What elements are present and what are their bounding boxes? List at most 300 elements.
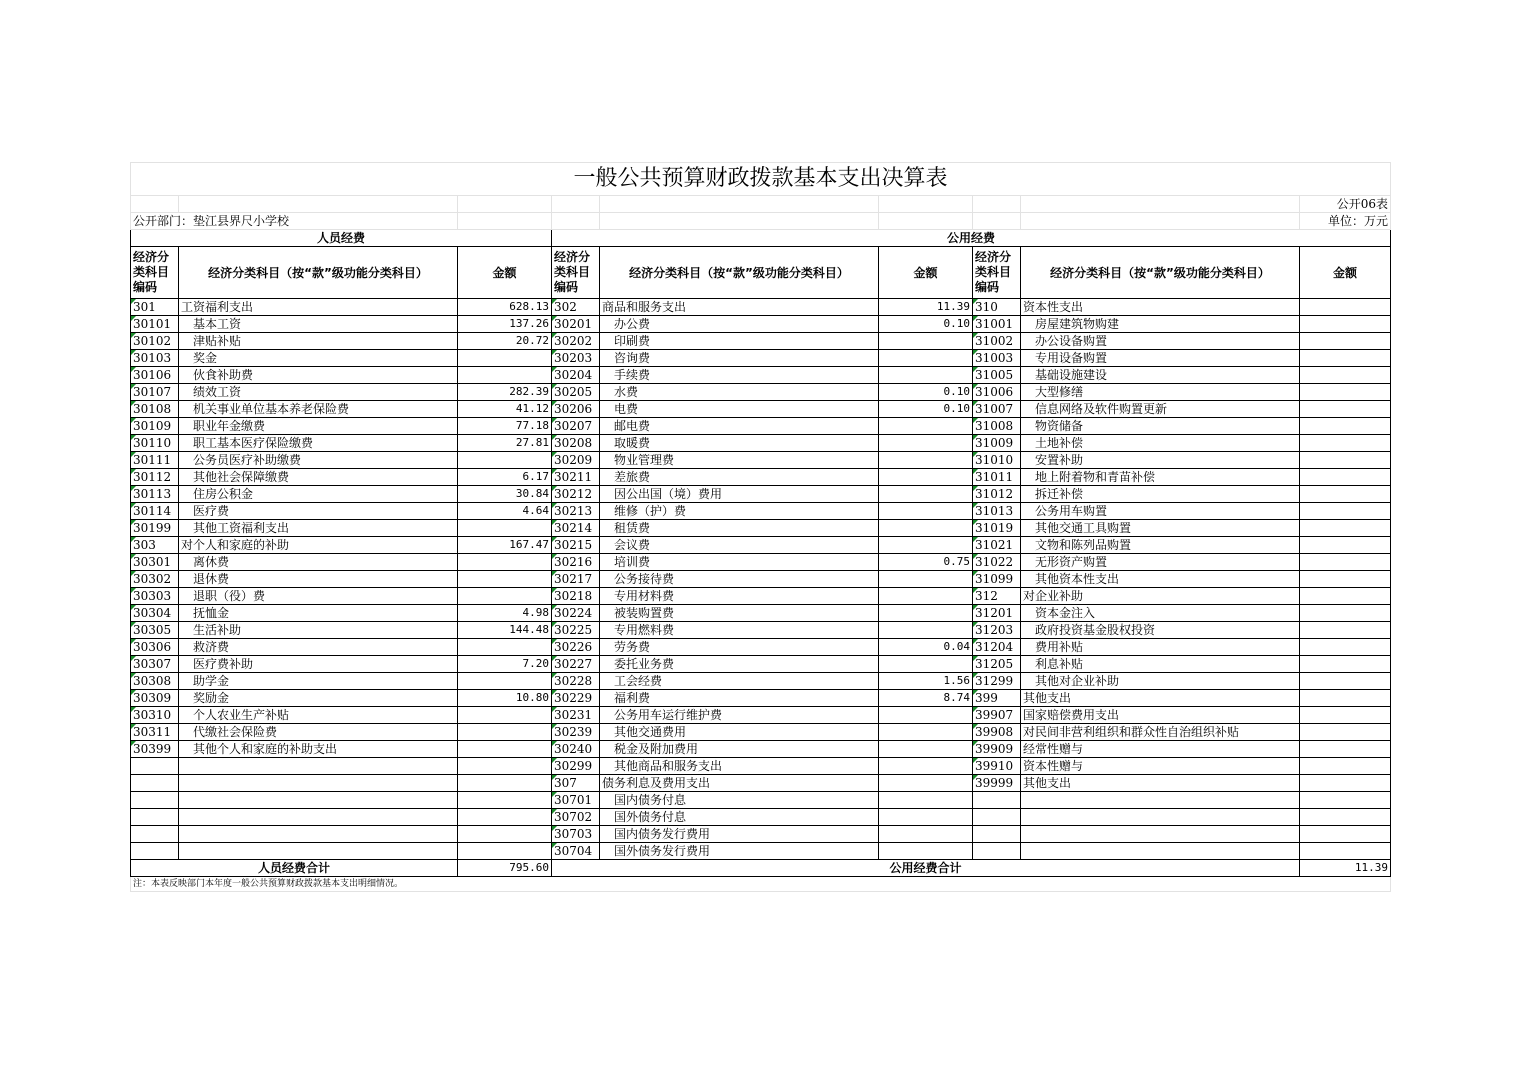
table-row bbox=[131, 724, 1391, 741]
item-name: 专用设备购置 bbox=[1021, 350, 1300, 367]
personnel-total-value: 795.60 bbox=[458, 860, 552, 877]
table-number: 公开06表 bbox=[1300, 196, 1391, 213]
table-row bbox=[131, 537, 1391, 554]
item-code: 31011 bbox=[973, 469, 1021, 486]
item-amount bbox=[458, 792, 552, 809]
item-code: 30310 bbox=[131, 707, 179, 724]
item-name: 其他社会保障缴费 bbox=[179, 469, 458, 486]
item-code: 31001 bbox=[973, 316, 1021, 333]
item-amount bbox=[1300, 486, 1391, 503]
item-name: 维修（护）费 bbox=[600, 503, 879, 520]
item-name bbox=[179, 792, 458, 809]
item-amount bbox=[1300, 724, 1391, 741]
item-name: 咨询费 bbox=[600, 350, 879, 367]
item-name: 退休费 bbox=[179, 571, 458, 588]
item-name bbox=[179, 809, 458, 826]
item-code: 30309 bbox=[131, 690, 179, 707]
table-row bbox=[131, 775, 1391, 792]
item-amount: 77.18 bbox=[458, 418, 552, 435]
item-amount bbox=[879, 333, 973, 350]
table-row bbox=[131, 299, 1391, 316]
item-amount bbox=[879, 622, 973, 639]
item-name: 助学金 bbox=[179, 673, 458, 690]
item-amount bbox=[879, 418, 973, 435]
item-amount: 4.98 bbox=[458, 605, 552, 622]
item-code bbox=[973, 809, 1021, 826]
budget-sheet bbox=[130, 162, 1390, 892]
item-amount bbox=[879, 758, 973, 775]
item-code: 30216 bbox=[552, 554, 600, 571]
item-code: 31002 bbox=[973, 333, 1021, 350]
item-amount: 8.74 bbox=[879, 690, 973, 707]
item-amount bbox=[1300, 588, 1391, 605]
item-code: 31006 bbox=[973, 384, 1021, 401]
item-amount bbox=[1300, 435, 1391, 452]
item-amount bbox=[879, 350, 973, 367]
item-amount: 282.39 bbox=[458, 384, 552, 401]
item-code: 30208 bbox=[552, 435, 600, 452]
item-amount bbox=[879, 792, 973, 809]
item-name: 医疗费 bbox=[179, 503, 458, 520]
item-code: 30228 bbox=[552, 673, 600, 690]
item-name: 水费 bbox=[600, 384, 879, 401]
item-amount bbox=[879, 656, 973, 673]
item-amount bbox=[1300, 758, 1391, 775]
table-row bbox=[131, 792, 1391, 809]
item-name: 其他对企业补助 bbox=[1021, 673, 1300, 690]
item-code: 302 bbox=[552, 299, 600, 316]
item-amount bbox=[1300, 401, 1391, 418]
item-amount bbox=[879, 741, 973, 758]
item-code: 31205 bbox=[973, 656, 1021, 673]
item-amount bbox=[1300, 367, 1391, 384]
item-name: 文物和陈列品购置 bbox=[1021, 537, 1300, 554]
item-name: 职业年金缴费 bbox=[179, 418, 458, 435]
item-amount: 167.47 bbox=[458, 537, 552, 554]
item-code bbox=[973, 826, 1021, 843]
item-name: 抚恤金 bbox=[179, 605, 458, 622]
item-code: 303 bbox=[131, 537, 179, 554]
item-code: 30212 bbox=[552, 486, 600, 503]
item-code: 30113 bbox=[131, 486, 179, 503]
item-amount: 144.48 bbox=[458, 622, 552, 639]
item-amount bbox=[1300, 520, 1391, 537]
item-name: 资本性支出 bbox=[1021, 299, 1300, 316]
item-name: 奖金 bbox=[179, 350, 458, 367]
item-amount: 27.81 bbox=[458, 435, 552, 452]
unit-label: 单位：万元 bbox=[1300, 213, 1391, 230]
item-code: 30224 bbox=[552, 605, 600, 622]
item-name: 资本金注入 bbox=[1021, 605, 1300, 622]
table-row bbox=[131, 707, 1391, 724]
item-code: 301 bbox=[131, 299, 179, 316]
item-amount bbox=[1300, 299, 1391, 316]
item-code: 31099 bbox=[973, 571, 1021, 588]
personnel-group-header: 人员经费 bbox=[131, 230, 552, 247]
item-name bbox=[1021, 826, 1300, 843]
table-row bbox=[131, 333, 1391, 350]
item-amount bbox=[1300, 843, 1391, 860]
item-code: 307 bbox=[552, 775, 600, 792]
item-amount: 6.17 bbox=[458, 469, 552, 486]
item-code: 399 bbox=[973, 690, 1021, 707]
col-header-amount: 金额 bbox=[458, 247, 552, 299]
item-code: 30299 bbox=[552, 758, 600, 775]
item-amount bbox=[879, 775, 973, 792]
item-name: 被装购置费 bbox=[600, 605, 879, 622]
item-name: 培训费 bbox=[600, 554, 879, 571]
item-code: 30101 bbox=[131, 316, 179, 333]
item-amount bbox=[1300, 656, 1391, 673]
item-code: 30108 bbox=[131, 401, 179, 418]
item-name: 绩效工资 bbox=[179, 384, 458, 401]
item-amount bbox=[879, 809, 973, 826]
item-amount bbox=[458, 843, 552, 860]
item-amount: 41.12 bbox=[458, 401, 552, 418]
item-name: 专用燃料费 bbox=[600, 622, 879, 639]
item-amount bbox=[879, 452, 973, 469]
item-amount bbox=[879, 826, 973, 843]
item-amount bbox=[458, 367, 552, 384]
item-name: 物资储备 bbox=[1021, 418, 1300, 435]
item-amount bbox=[1300, 826, 1391, 843]
page-title: 一般公共预算财政拨款基本支出决算表 bbox=[131, 163, 1391, 196]
item-name bbox=[179, 843, 458, 860]
item-amount bbox=[1300, 707, 1391, 724]
item-amount: 1.56 bbox=[879, 673, 973, 690]
item-name: 基本工资 bbox=[179, 316, 458, 333]
item-name: 国内债务付息 bbox=[600, 792, 879, 809]
item-name: 办公费 bbox=[600, 316, 879, 333]
item-name: 委托业务费 bbox=[600, 656, 879, 673]
item-name: 国外债务付息 bbox=[600, 809, 879, 826]
item-code: 31009 bbox=[973, 435, 1021, 452]
item-name bbox=[179, 775, 458, 792]
item-code: 30205 bbox=[552, 384, 600, 401]
item-code: 30231 bbox=[552, 707, 600, 724]
item-amount bbox=[1300, 809, 1391, 826]
item-name: 公务员医疗补助缴费 bbox=[179, 452, 458, 469]
item-amount bbox=[1300, 639, 1391, 656]
item-amount bbox=[1300, 537, 1391, 554]
item-code: 30211 bbox=[552, 469, 600, 486]
item-amount bbox=[1300, 350, 1391, 367]
table-row bbox=[131, 843, 1391, 860]
item-name: 安置补助 bbox=[1021, 452, 1300, 469]
item-amount: 7.20 bbox=[458, 656, 552, 673]
item-amount bbox=[879, 435, 973, 452]
item-name: 其他支出 bbox=[1021, 775, 1300, 792]
item-code: 30112 bbox=[131, 469, 179, 486]
item-amount bbox=[1300, 690, 1391, 707]
item-code: 30214 bbox=[552, 520, 600, 537]
item-name: 费用补贴 bbox=[1021, 639, 1300, 656]
item-name bbox=[1021, 843, 1300, 860]
item-amount bbox=[879, 503, 973, 520]
item-code: 31022 bbox=[973, 554, 1021, 571]
col-header-name: 经济分类科目（按“款”级功能分类科目） bbox=[1021, 247, 1300, 299]
item-amount: 10.80 bbox=[458, 690, 552, 707]
item-name: 福利费 bbox=[600, 690, 879, 707]
item-code: 30201 bbox=[552, 316, 600, 333]
item-name: 工会经费 bbox=[600, 673, 879, 690]
item-code: 31008 bbox=[973, 418, 1021, 435]
item-amount bbox=[1300, 503, 1391, 520]
item-code: 39909 bbox=[973, 741, 1021, 758]
item-code: 30109 bbox=[131, 418, 179, 435]
col-header-amount: 金额 bbox=[879, 247, 973, 299]
item-amount bbox=[458, 588, 552, 605]
item-code: 31003 bbox=[973, 350, 1021, 367]
table-row bbox=[131, 418, 1391, 435]
item-amount bbox=[458, 826, 552, 843]
item-code: 30114 bbox=[131, 503, 179, 520]
table-row bbox=[131, 469, 1391, 486]
table-row bbox=[131, 316, 1391, 333]
item-name: 物业管理费 bbox=[600, 452, 879, 469]
item-name: 税金及附加费用 bbox=[600, 741, 879, 758]
item-amount: 628.13 bbox=[458, 299, 552, 316]
table-row bbox=[131, 486, 1391, 503]
item-code: 39910 bbox=[973, 758, 1021, 775]
item-name bbox=[179, 758, 458, 775]
public-total-value: 11.39 bbox=[1300, 860, 1391, 877]
item-amount bbox=[1300, 775, 1391, 792]
item-name: 劳务费 bbox=[600, 639, 879, 656]
item-name: 退职（役）费 bbox=[179, 588, 458, 605]
item-name: 土地补偿 bbox=[1021, 435, 1300, 452]
item-amount bbox=[1300, 792, 1391, 809]
item-code: 30218 bbox=[552, 588, 600, 605]
item-code bbox=[131, 826, 179, 843]
table-row bbox=[131, 367, 1391, 384]
item-name: 电费 bbox=[600, 401, 879, 418]
item-code: 30107 bbox=[131, 384, 179, 401]
item-amount bbox=[458, 350, 552, 367]
item-code: 30209 bbox=[552, 452, 600, 469]
item-name: 机关事业单位基本养老保险费 bbox=[179, 401, 458, 418]
item-name: 其他交通工具购置 bbox=[1021, 520, 1300, 537]
item-name: 住房公积金 bbox=[179, 486, 458, 503]
col-header-code: 经济分类科目编码 bbox=[131, 247, 179, 299]
item-code: 30304 bbox=[131, 605, 179, 622]
item-amount: 137.26 bbox=[458, 316, 552, 333]
item-code: 30302 bbox=[131, 571, 179, 588]
item-amount: 4.64 bbox=[458, 503, 552, 520]
item-code: 30227 bbox=[552, 656, 600, 673]
item-name: 手续费 bbox=[600, 367, 879, 384]
item-amount: 20.72 bbox=[458, 333, 552, 350]
item-code bbox=[973, 843, 1021, 860]
item-code: 30226 bbox=[552, 639, 600, 656]
item-code bbox=[973, 792, 1021, 809]
col-header-name: 经济分类科目（按“款”级功能分类科目） bbox=[179, 247, 458, 299]
table-row bbox=[131, 435, 1391, 452]
item-code: 31203 bbox=[973, 622, 1021, 639]
item-name: 救济费 bbox=[179, 639, 458, 656]
item-name: 商品和服务支出 bbox=[600, 299, 879, 316]
item-code: 31005 bbox=[973, 367, 1021, 384]
item-name: 取暖费 bbox=[600, 435, 879, 452]
item-code: 30213 bbox=[552, 503, 600, 520]
table-row bbox=[131, 673, 1391, 690]
item-name: 经常性赠与 bbox=[1021, 741, 1300, 758]
col-header-code: 经济分类科目编码 bbox=[552, 247, 600, 299]
item-name: 专用材料费 bbox=[600, 588, 879, 605]
item-amount bbox=[1300, 673, 1391, 690]
department-label: 公开部门：垫江县界尺小学校 bbox=[131, 213, 458, 230]
budget-table bbox=[130, 162, 1391, 892]
item-code: 30704 bbox=[552, 843, 600, 860]
item-name: 职工基本医疗保险缴费 bbox=[179, 435, 458, 452]
item-name: 伙食补助费 bbox=[179, 367, 458, 384]
item-name: 印刷费 bbox=[600, 333, 879, 350]
item-code: 31013 bbox=[973, 503, 1021, 520]
item-amount bbox=[458, 809, 552, 826]
item-name: 代缴社会保险费 bbox=[179, 724, 458, 741]
table-row bbox=[131, 520, 1391, 537]
item-name: 基础设施建设 bbox=[1021, 367, 1300, 384]
item-code: 30207 bbox=[552, 418, 600, 435]
item-amount bbox=[879, 843, 973, 860]
item-code: 30303 bbox=[131, 588, 179, 605]
item-amount bbox=[1300, 469, 1391, 486]
item-name: 公务用车运行维护费 bbox=[600, 707, 879, 724]
item-code: 30110 bbox=[131, 435, 179, 452]
item-amount bbox=[458, 520, 552, 537]
item-amount: 0.10 bbox=[879, 316, 973, 333]
item-code: 30102 bbox=[131, 333, 179, 350]
item-amount bbox=[1300, 554, 1391, 571]
item-amount: 30.84 bbox=[458, 486, 552, 503]
item-name bbox=[179, 826, 458, 843]
item-amount bbox=[458, 571, 552, 588]
item-amount: 0.04 bbox=[879, 639, 973, 656]
item-name: 债务利息及费用支出 bbox=[600, 775, 879, 792]
item-name: 国内债务发行费用 bbox=[600, 826, 879, 843]
item-amount bbox=[458, 775, 552, 792]
item-code: 30239 bbox=[552, 724, 600, 741]
item-amount bbox=[879, 367, 973, 384]
item-amount bbox=[1300, 418, 1391, 435]
table-row bbox=[131, 554, 1391, 571]
table-row bbox=[131, 571, 1391, 588]
item-name: 对个人和家庭的补助 bbox=[179, 537, 458, 554]
item-amount bbox=[879, 469, 973, 486]
item-code: 30229 bbox=[552, 690, 600, 707]
item-name: 房屋建筑物购建 bbox=[1021, 316, 1300, 333]
table-row bbox=[131, 384, 1391, 401]
item-amount bbox=[879, 707, 973, 724]
table-row bbox=[131, 758, 1391, 775]
public-total-label: 公用经费合计 bbox=[552, 860, 1300, 877]
item-code: 31204 bbox=[973, 639, 1021, 656]
item-amount bbox=[458, 639, 552, 656]
item-amount bbox=[879, 571, 973, 588]
item-name: 其他商品和服务支出 bbox=[600, 758, 879, 775]
item-code: 39999 bbox=[973, 775, 1021, 792]
item-code: 30217 bbox=[552, 571, 600, 588]
item-amount bbox=[879, 520, 973, 537]
table-row bbox=[131, 656, 1391, 673]
item-code: 30308 bbox=[131, 673, 179, 690]
item-name: 公务接待费 bbox=[600, 571, 879, 588]
item-code: 30204 bbox=[552, 367, 600, 384]
item-name: 对企业补助 bbox=[1021, 588, 1300, 605]
item-amount bbox=[879, 486, 973, 503]
item-name: 国外债务发行费用 bbox=[600, 843, 879, 860]
item-name: 信息网络及软件购置更新 bbox=[1021, 401, 1300, 418]
item-amount bbox=[1300, 333, 1391, 350]
item-name: 公务用车购置 bbox=[1021, 503, 1300, 520]
table-row bbox=[131, 503, 1391, 520]
item-code: 30306 bbox=[131, 639, 179, 656]
item-code bbox=[131, 775, 179, 792]
table-row bbox=[131, 809, 1391, 826]
item-amount: 0.10 bbox=[879, 384, 973, 401]
item-name: 其他交通费用 bbox=[600, 724, 879, 741]
item-amount bbox=[1300, 605, 1391, 622]
item-amount bbox=[1300, 622, 1391, 639]
personnel-total-label: 人员经费合计 bbox=[131, 860, 458, 877]
item-name: 其他工资福利支出 bbox=[179, 520, 458, 537]
item-code bbox=[131, 792, 179, 809]
item-name: 政府投资基金股权投资 bbox=[1021, 622, 1300, 639]
item-amount bbox=[458, 758, 552, 775]
item-code: 30199 bbox=[131, 520, 179, 537]
item-amount bbox=[458, 741, 552, 758]
table-row bbox=[131, 452, 1391, 469]
item-amount bbox=[879, 724, 973, 741]
item-amount bbox=[1300, 452, 1391, 469]
item-code: 31012 bbox=[973, 486, 1021, 503]
item-amount bbox=[458, 452, 552, 469]
item-code: 30203 bbox=[552, 350, 600, 367]
item-code: 30215 bbox=[552, 537, 600, 554]
item-code: 31201 bbox=[973, 605, 1021, 622]
item-name: 津贴补贴 bbox=[179, 333, 458, 350]
item-name: 会议费 bbox=[600, 537, 879, 554]
item-name: 奖励金 bbox=[179, 690, 458, 707]
table-row bbox=[131, 605, 1391, 622]
item-code bbox=[131, 843, 179, 860]
item-name: 离休费 bbox=[179, 554, 458, 571]
item-name: 无形资产购置 bbox=[1021, 554, 1300, 571]
item-amount bbox=[1300, 384, 1391, 401]
col-header-amount: 金额 bbox=[1300, 247, 1391, 299]
item-code: 30399 bbox=[131, 741, 179, 758]
item-amount bbox=[458, 554, 552, 571]
item-code: 30702 bbox=[552, 809, 600, 826]
item-code: 30240 bbox=[552, 741, 600, 758]
item-name: 个人农业生产补贴 bbox=[179, 707, 458, 724]
item-name: 因公出国（境）费用 bbox=[600, 486, 879, 503]
table-row bbox=[131, 741, 1391, 758]
item-code: 30701 bbox=[552, 792, 600, 809]
col-header-code: 经济分类科目编码 bbox=[973, 247, 1021, 299]
item-name: 大型修缮 bbox=[1021, 384, 1300, 401]
item-code: 30305 bbox=[131, 622, 179, 639]
item-code: 39908 bbox=[973, 724, 1021, 741]
table-row bbox=[131, 588, 1391, 605]
item-name: 拆迁补偿 bbox=[1021, 486, 1300, 503]
item-amount bbox=[1300, 741, 1391, 758]
item-name: 其他个人和家庭的补助支出 bbox=[179, 741, 458, 758]
item-name: 租赁费 bbox=[600, 520, 879, 537]
item-code: 30703 bbox=[552, 826, 600, 843]
item-code: 30206 bbox=[552, 401, 600, 418]
item-name: 生活补助 bbox=[179, 622, 458, 639]
